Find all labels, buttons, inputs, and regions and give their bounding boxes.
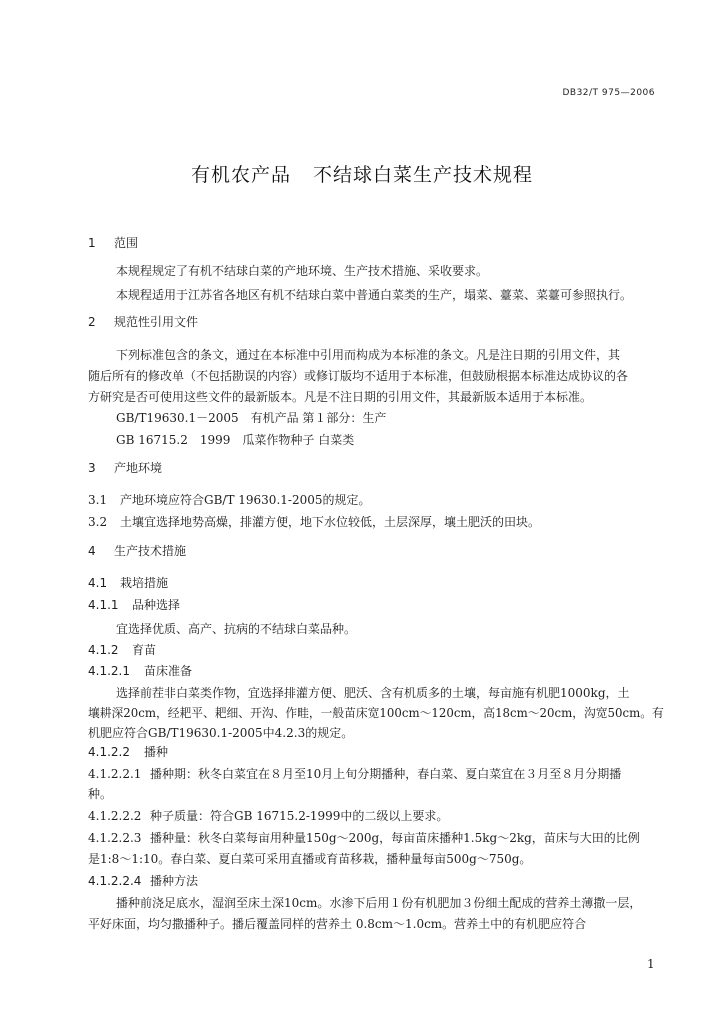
clause-4-1: 4.1 栽培措施: [88, 576, 169, 590]
section-1-para-2: 本规程适用于江苏省各地区有机不结球白菜中普通白菜类的生产，塌菜、薹菜、菜薹可参照执行。: [116, 288, 633, 302]
reference-2: GB 16715.2 1999 瓜菜作物种子 白菜类: [116, 433, 355, 447]
clause-4-1-2-2-1-line-1: 4.1.2.2.1 播种期：秋冬白菜宜在８月至10月上旬分期播种，春白菜、夏白菜宜在３月至８月分期播: [88, 767, 622, 781]
title-part1: 有机农产品: [190, 164, 291, 186]
section-4-heading: 4 生产技术措施: [88, 544, 187, 558]
section-1-heading: 1 范围: [88, 236, 139, 250]
section-2-para-line-3: 方研究是否可使用这些文件的最新版本。凡是不注日期的引用文件，其最新版本适用于本标准。: [88, 390, 593, 404]
standard-code: DB32/T 975—2006: [562, 88, 655, 98]
clause-4-1-1-text: 宜选择优质、高产、抗病的不结球白菜品种。: [116, 622, 357, 636]
title-part2: 不结球白菜生产技术规程: [313, 164, 534, 186]
clause-4-1-2-2-4-line-1: 播种前浇足底水，湿润至床土深10cm。水渗下后用１份有机肥加３份细土配成的营养土薄撒一层，: [116, 896, 642, 910]
clause-4-1-2-2-4: 4.1.2.2.4 播种方法: [88, 874, 199, 888]
section-1-para-1: 本规程规定了有机不结球白菜的产地环境、生产技术措施、采收要求。: [116, 264, 489, 278]
section-2-para-line-1: 下列标准包含的条文，通过在本标准中引用而构成为本标准的条文。凡是注日期的引用文件，其: [116, 348, 621, 362]
clause-4-1-2-2-1-line-2: 种。: [88, 787, 113, 801]
page-number: 1: [647, 957, 655, 971]
document-title: [0, 160, 724, 187]
clause-3-1: 3.1 产地环境应符合GB/T 19630.1-2005的规定。: [88, 493, 371, 507]
reference-1: GB/T19630.1－2005 有机产品 第１部分：生产: [116, 411, 387, 425]
clause-4-1-1: 4.1.1 品种选择: [88, 598, 181, 612]
section-2-heading: 2 规范性引用文件: [88, 315, 199, 329]
section-3-heading: 3 产地环境: [88, 461, 163, 475]
clause-4-1-2-1-line-3: 机肥应符合GB/T19630.1-2005中4.2.3的规定。: [88, 726, 354, 740]
clause-4-1-2-2-3-line-1: 4.1.2.2.3 播种量：秋冬白菜每亩用种量150g～200g，每亩苗床播种1.5kg～2kg，苗床与大田的比例: [88, 831, 640, 845]
clause-4-1-2-2-3-line-2: 是1:8～1:10。春白菜、夏白菜可采用直播或育苗移栽，播种量每亩500g～750g。: [88, 852, 532, 866]
clause-4-1-2-2-2: 4.1.2.2.2 种子质量：符合GB 16715.2-1999中的二级以上要求。: [88, 809, 449, 823]
clause-4-1-2-1-line-1: 选择前茬非白菜类作物，宜选择排灌方便、肥沃、含有机质多的土壤，每亩施有机肥1000kg，土: [116, 686, 630, 700]
clause-4-1-2-2: 4.1.2.2 播种: [88, 745, 169, 759]
clause-4-1-2-1-line-2: 壤耕深20cm，经耙平、耙细、开沟、作畦，一般苗床宽100cm～120cm，高18cm～20cm，沟宽50cm。有: [88, 706, 664, 720]
clause-4-1-2: 4.1.2 育苗: [88, 643, 157, 657]
clause-4-1-2-2-4-line-2: 平好床面，均匀撒播种子。播后覆盖同样的营养土 0.8cm～1.0cm。营养土中的有机肥应符合: [88, 917, 587, 931]
section-2-para-line-2: 随后所有的修改单（不包括勘误的内容）或修订版均不适用于本标准，但鼓励根据本标准达成协议的各: [88, 369, 629, 383]
clause-3-2: 3.2 土壤宜选择地势高燥，排灌方便，地下水位较低，土层深厚，壤土肥沃的田块。: [88, 515, 541, 529]
clause-4-1-2-1: 4.1.2.1 苗床准备: [88, 664, 193, 678]
